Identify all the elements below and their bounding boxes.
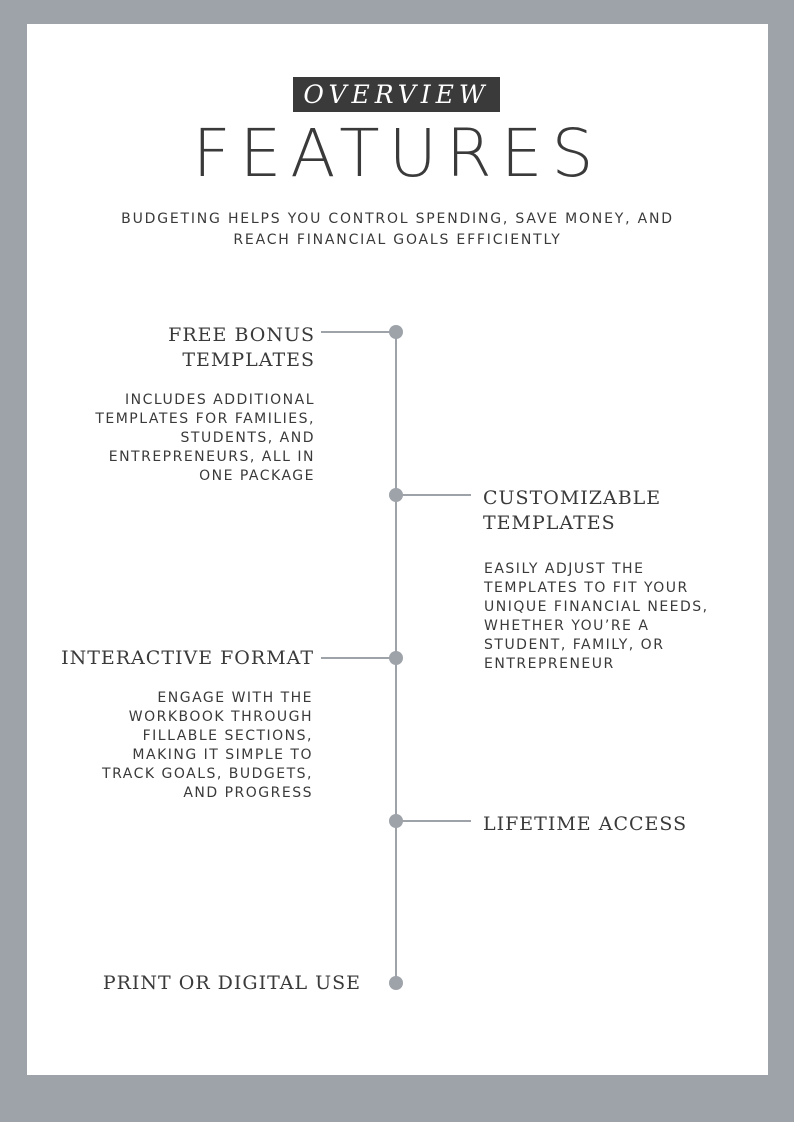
timeline-dot: [389, 651, 403, 665]
timeline-connector: [321, 657, 396, 659]
feature-desc-line: EASILY ADJUST THE: [484, 561, 645, 577]
timeline-dot: [389, 488, 403, 502]
feature-desc-line: UNIQUE FINANCIAL NEEDS,: [484, 599, 709, 615]
feature-desc-line: WORKBOOK THROUGH: [128, 709, 313, 725]
feature-desc-line: ENGAGE WITH THE: [157, 690, 313, 706]
overview-badge-label: OVERVIEW: [303, 80, 490, 109]
overview-badge: [293, 77, 500, 112]
feature-desc-line: STUDENTS, AND: [180, 430, 315, 446]
timeline-connector: [396, 820, 471, 822]
feature-desc-line: TRACK GOALS, BUDGETS,: [102, 766, 313, 782]
feature-desc-line: FILLABLE SECTIONS,: [142, 728, 313, 744]
feature-title-interactive: [37, 646, 314, 671]
feature-desc-line: INCLUDES ADDITIONAL: [124, 392, 315, 408]
timeline-dot: [389, 976, 403, 990]
subtitle-line: BUDGETING HELPS YOU CONTROL SPENDING, SAVE MONEY, AND: [121, 211, 674, 227]
feature-desc-line: TEMPLATES TO FIT YOUR: [484, 580, 689, 596]
feature-title-free-bonus: [67, 323, 315, 373]
feature-desc-line: TEMPLATES FOR FAMILIES,: [95, 411, 315, 427]
feature-desc-line: AND PROGRESS: [183, 785, 313, 801]
feature-desc-free-bonus: [47, 391, 315, 486]
feature-title-line: TEMPLATES: [182, 349, 315, 371]
timeline-dot: [389, 325, 403, 339]
feature-desc-customizable: [484, 560, 754, 674]
feature-title-line: CUSTOMIZABLE: [483, 487, 662, 509]
page-subtitle: [67, 209, 728, 251]
page-title: FEATURES: [192, 115, 603, 192]
feature-desc-line: STUDENT, FAMILY, OR: [484, 637, 665, 653]
feature-title-line: FREE BONUS: [168, 324, 315, 346]
feature-title-line: INTERACTIVE FORMAT: [61, 647, 314, 669]
feature-title-line: TEMPLATES: [483, 512, 616, 534]
feature-desc-line: MAKING IT SIMPLE TO: [132, 747, 313, 763]
timeline-connector: [396, 494, 471, 496]
feature-title-lifetime: [483, 812, 753, 837]
feature-title-print-digital: [67, 971, 361, 996]
feature-title-line: PRINT OR DIGITAL USE: [102, 972, 361, 994]
feature-desc-interactive: [47, 689, 313, 803]
feature-desc-line: ONE PACKAGE: [199, 468, 315, 484]
feature-desc-line: ENTREPRENEUR: [484, 656, 615, 672]
feature-desc-line: ENTREPRENEURS, ALL IN: [108, 449, 315, 465]
subtitle-line: REACH FINANCIAL GOALS EFFICIENTLY: [233, 232, 562, 248]
page: [27, 24, 768, 1075]
timeline-dot: [389, 814, 403, 828]
feature-title-customizable: [483, 486, 753, 536]
feature-desc-line: WHETHER YOU’RE A: [484, 618, 650, 634]
feature-title-line: LIFETIME ACCESS: [483, 813, 688, 835]
timeline-connector: [321, 331, 396, 333]
